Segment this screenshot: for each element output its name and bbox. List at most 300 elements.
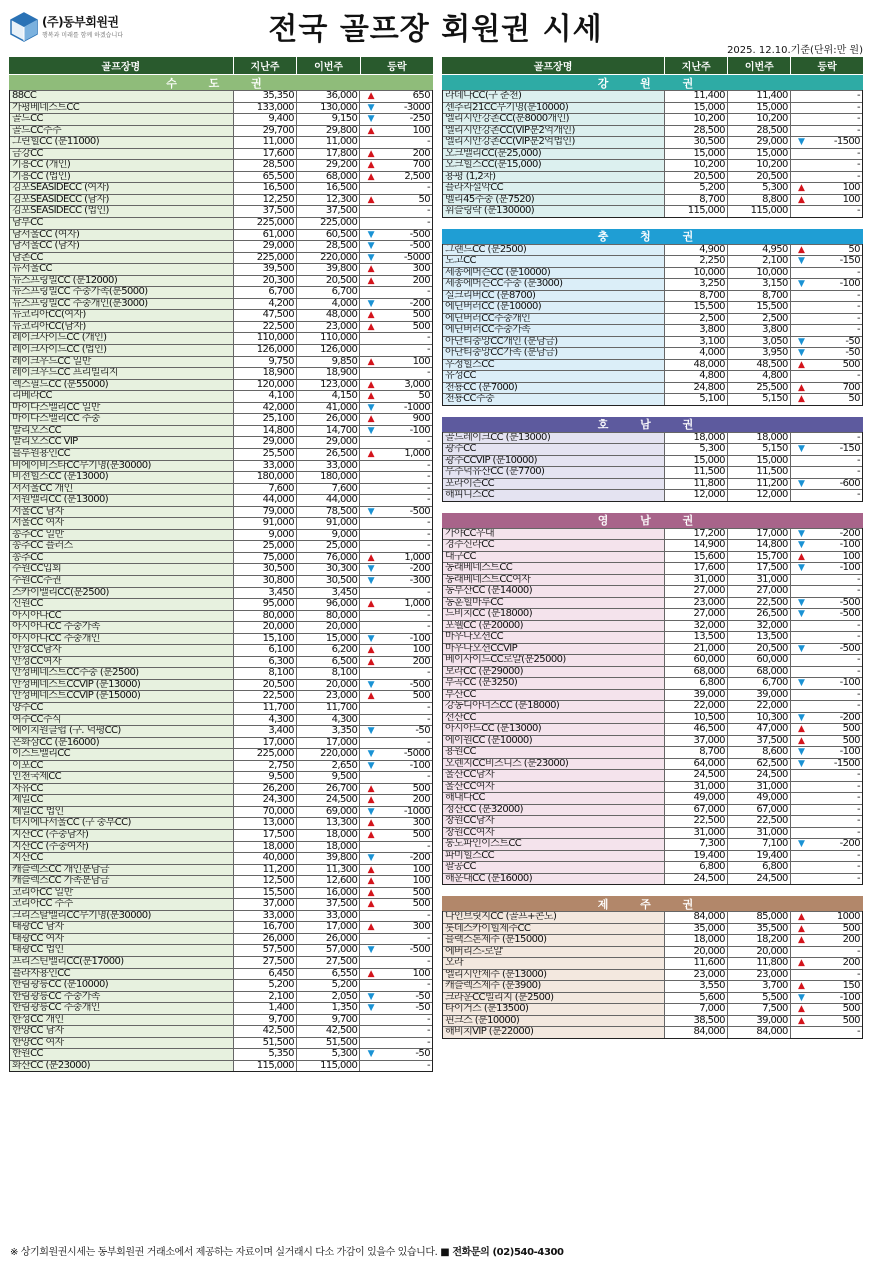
- course-name: 에딘버러CC (분10000): [443, 302, 665, 313]
- down-triangle-icon: ▼: [360, 726, 381, 737]
- price-change: 3,000: [381, 380, 432, 391]
- down-triangle-icon: ▼: [360, 576, 381, 587]
- header-chg: 등락: [387, 62, 407, 73]
- footer-note: ※ 상기회원권시세는 동부회원권 거래소에서 제공하는 자료이며 실거래시 다소 가감이 있을수 있습니다.: [10, 1247, 438, 1258]
- price-change: 2,500: [381, 172, 432, 183]
- cur-price: 7,600: [297, 484, 360, 495]
- cur-price: 5,150: [728, 394, 791, 405]
- prev-price: 10,200: [665, 160, 728, 171]
- price-change: -: [381, 541, 432, 552]
- course-name: 동래베네스트CC: [443, 563, 665, 574]
- cur-price: 37,500: [297, 899, 360, 910]
- table-row: [10, 298, 432, 310]
- no-change-cell: [360, 772, 381, 783]
- course-name: 캐슬렉스제주 (분3900): [443, 981, 665, 992]
- table-row: [10, 171, 432, 183]
- price-change: 500: [381, 691, 432, 702]
- prev-price: 65,500: [234, 172, 297, 183]
- prev-price: 37,000: [234, 899, 297, 910]
- no-change-cell: [791, 621, 812, 632]
- table-row: [443, 159, 862, 171]
- table-row: [10, 575, 432, 587]
- table-row: [10, 182, 432, 194]
- prev-price: 5,200: [234, 980, 297, 991]
- course-name: 아시아나CC 주중가족: [10, 622, 234, 633]
- price-change: -: [381, 345, 432, 356]
- prev-price: 9,700: [234, 1015, 297, 1026]
- down-triangle-icon: ▼: [791, 337, 812, 348]
- course-name: 블루원용인CC: [10, 449, 234, 460]
- price-change: 100: [381, 357, 432, 368]
- prev-price: 5,350: [234, 1049, 297, 1060]
- course-name: 자유CC: [10, 784, 234, 795]
- prev-price: 26,200: [234, 784, 297, 795]
- prev-price: 79,000: [234, 507, 297, 518]
- table-row: [10, 113, 432, 125]
- prev-price: 18,000: [234, 842, 297, 853]
- cur-price: 29,000: [728, 137, 791, 148]
- cur-price: 17,000: [297, 738, 360, 749]
- course-name: 실크리버CC (분8700): [443, 291, 665, 302]
- course-name: 안성베네스트CC주중 (분2500): [10, 668, 234, 679]
- cur-price: 4,150: [297, 391, 360, 402]
- price-change: 200: [381, 149, 432, 160]
- prev-price: 4,200: [234, 299, 297, 310]
- prev-price: 22,500: [665, 816, 728, 827]
- cur-price: 4,950: [728, 245, 791, 256]
- price-change: 500: [381, 830, 432, 841]
- price-change: 1000: [812, 912, 862, 923]
- no-change-cell: [791, 701, 812, 712]
- section-gap: [442, 406, 863, 416]
- cur-price: 26,500: [297, 449, 360, 460]
- table-row: [10, 760, 432, 772]
- table-header-left: [9, 57, 433, 74]
- cur-price: 12,300: [297, 195, 360, 206]
- no-change-cell: [791, 126, 812, 137]
- table-row: [443, 574, 862, 586]
- price-change: -: [381, 484, 432, 495]
- price-change: -50: [381, 1049, 432, 1060]
- prev-price: 25,000: [234, 541, 297, 552]
- course-name: 천룡CC주중: [443, 394, 665, 405]
- price-change: -200: [381, 853, 432, 864]
- no-change-cell: [791, 114, 812, 125]
- cur-price: 2,500: [728, 314, 791, 325]
- cur-price: 7,500: [728, 1004, 791, 1015]
- no-change-cell: [360, 588, 381, 599]
- prev-price: 28,500: [665, 126, 728, 137]
- prev-price: 12,000: [665, 490, 728, 501]
- no-change-cell: [791, 947, 812, 958]
- course-name: 광주CCVIP (분10000): [443, 456, 665, 467]
- price-change: -: [381, 437, 432, 448]
- region-section-jeju: [442, 895, 863, 1039]
- table-row: [10, 933, 432, 945]
- table-row: [443, 171, 862, 183]
- course-name: 벨리45주중 (분7520): [443, 195, 665, 206]
- course-name: 프리스틴밸리CC(분17000): [10, 957, 234, 968]
- course-name: 기흥CC (법인): [10, 172, 234, 183]
- prev-price: 7,300: [665, 839, 728, 850]
- table-row: [10, 102, 432, 114]
- region-header: 충 청 권: [442, 228, 863, 244]
- no-change-cell: [791, 490, 812, 501]
- table-row: [10, 148, 432, 160]
- course-name: 용원CC: [443, 747, 665, 758]
- prev-price: 9,400: [234, 114, 297, 125]
- cur-price: 39,800: [297, 264, 360, 275]
- up-triangle-icon: ▲: [360, 830, 381, 841]
- footer-phone: ■ 전화문의 (02)540-4300: [440, 1247, 564, 1258]
- cur-price: 17,000: [728, 529, 791, 540]
- cur-price: 44,000: [297, 495, 360, 506]
- header-cur: 이번주: [297, 57, 361, 74]
- table-row: [10, 817, 432, 829]
- price-change: -: [812, 862, 862, 873]
- cur-price: 3,350: [297, 726, 360, 737]
- no-change-cell: [360, 518, 381, 529]
- prev-price: 22,500: [234, 322, 297, 333]
- header-name: 골프장명: [9, 57, 234, 74]
- prev-price: 42,000: [234, 403, 297, 414]
- table-row: [443, 455, 862, 467]
- table-row: [443, 923, 862, 935]
- cur-price: 5,300: [297, 1049, 360, 1060]
- prev-price: 17,200: [665, 529, 728, 540]
- prev-price: 6,450: [234, 969, 297, 980]
- table-row: [443, 478, 862, 490]
- price-change: 100: [381, 876, 432, 887]
- table-row: [10, 864, 432, 876]
- prev-price: 48,000: [665, 360, 728, 371]
- up-triangle-icon: ▲: [360, 645, 381, 656]
- table-row: [443, 148, 862, 160]
- cur-price: 33,000: [297, 911, 360, 922]
- price-change: -50: [381, 1003, 432, 1014]
- prev-price: 84,000: [665, 912, 728, 923]
- price-change: -: [381, 218, 432, 229]
- table-row: [443, 911, 862, 923]
- up-triangle-icon: ▲: [791, 1016, 812, 1027]
- cur-price: 20,000: [297, 680, 360, 691]
- course-name: 블랙스톤제주 (분15000): [443, 935, 665, 946]
- prev-price: 11,600: [665, 958, 728, 969]
- prev-price: 27,000: [665, 609, 728, 620]
- price-change: 500: [812, 724, 862, 735]
- up-triangle-icon: ▲: [360, 126, 381, 137]
- no-change-cell: [360, 715, 381, 726]
- down-triangle-icon: ▼: [791, 644, 812, 655]
- up-triangle-icon: ▲: [360, 899, 381, 910]
- price-change: -: [812, 103, 862, 114]
- table-row: [10, 725, 432, 737]
- cur-price: 9,850: [297, 357, 360, 368]
- price-change: -: [812, 291, 862, 302]
- up-triangle-icon: ▲: [360, 888, 381, 899]
- course-name: 기흥CC (개인): [10, 160, 234, 171]
- cur-price: 130,000: [297, 103, 360, 114]
- up-triangle-icon: ▲: [360, 310, 381, 321]
- cur-price: 14,800: [728, 540, 791, 551]
- section-gap: [442, 218, 863, 228]
- price-change: -: [812, 172, 862, 183]
- cur-price: 25,500: [728, 383, 791, 394]
- course-name: 골드레이크CC (분13000): [443, 433, 665, 444]
- cur-price: 28,500: [297, 241, 360, 252]
- course-name: 지산CC (주중여자): [10, 842, 234, 853]
- table-row: [10, 402, 432, 414]
- cur-price: 3,800: [728, 325, 791, 336]
- logo-slogan: 행복과 미래를 함께 하겠습니다: [42, 32, 124, 39]
- down-triangle-icon: ▼: [791, 279, 812, 290]
- prev-price: 4,000: [665, 348, 728, 359]
- price-change: -50: [381, 726, 432, 737]
- price-change: -: [381, 980, 432, 991]
- cur-price: 6,550: [297, 969, 360, 980]
- table-row: [443, 873, 862, 885]
- table-row: [10, 968, 432, 980]
- prev-price: 23,000: [665, 970, 728, 981]
- course-name: 코리아CC 주주: [10, 899, 234, 910]
- cur-price: 30,300: [297, 564, 360, 575]
- table-row: [443, 735, 862, 747]
- price-change: -1500: [812, 759, 862, 770]
- table-row: [443, 758, 862, 770]
- price-change: -: [812, 314, 862, 325]
- price-change: -150: [812, 256, 862, 267]
- down-triangle-icon: ▼: [360, 426, 381, 437]
- prev-price: 3,800: [665, 325, 728, 336]
- prev-price: 15,000: [665, 456, 728, 467]
- course-name: 서울CC 남자: [10, 507, 234, 518]
- price-change: -: [381, 842, 432, 853]
- no-change-cell: [791, 103, 812, 114]
- table-row: [443, 125, 862, 137]
- prev-price: 8,700: [665, 195, 728, 206]
- price-change: 100: [381, 865, 432, 876]
- price-change: -: [381, 772, 432, 783]
- region-rows: [9, 90, 433, 1072]
- no-change-cell: [791, 816, 812, 827]
- prev-price: 7,600: [234, 484, 297, 495]
- cur-price: 37,500: [728, 736, 791, 747]
- up-triangle-icon: ▲: [360, 357, 381, 368]
- table-row: [10, 332, 432, 344]
- cur-price: 49,000: [728, 793, 791, 804]
- table-row: [10, 587, 432, 599]
- price-change: 100: [812, 183, 862, 194]
- table-row: [443, 712, 862, 724]
- no-change-cell: [791, 970, 812, 981]
- course-name: 김포SEASIDECC (여자): [10, 183, 234, 194]
- cur-price: 27,500: [297, 957, 360, 968]
- cur-price: 6,500: [297, 657, 360, 668]
- price-change: -100: [812, 747, 862, 758]
- price-change: 100: [812, 195, 862, 206]
- course-name: 코리아CC 일반: [10, 888, 234, 899]
- prev-price: 16,700: [234, 922, 297, 933]
- prev-price: 6,700: [234, 287, 297, 298]
- course-name: 서원밸리CC (분13000): [10, 495, 234, 506]
- price-change: -100: [381, 761, 432, 772]
- table-row: [10, 852, 432, 864]
- price-change: -: [381, 911, 432, 922]
- course-name: 지산CC (주중남자): [10, 830, 234, 841]
- cur-price: 62,500: [728, 759, 791, 770]
- table-row: [10, 898, 432, 910]
- prev-price: 21,000: [665, 644, 728, 655]
- price-change: -: [812, 325, 862, 336]
- table-row: [10, 633, 432, 645]
- table-row: [443, 620, 862, 632]
- no-change-cell: [791, 586, 812, 597]
- table-row: [443, 359, 862, 371]
- no-change-cell: [360, 911, 381, 922]
- price-change: -100: [381, 426, 432, 437]
- table-row: [10, 90, 432, 102]
- course-name: 플라자설악CC: [443, 183, 665, 194]
- prev-price: 4,900: [665, 245, 728, 256]
- price-change: -250: [381, 114, 432, 125]
- course-name: 아난티중앙CC개인 (분담금): [443, 337, 665, 348]
- price-change: -: [381, 1015, 432, 1026]
- price-change: -: [381, 183, 432, 194]
- price-change: -: [812, 1027, 862, 1038]
- prev-price: 28,500: [234, 160, 297, 171]
- table-row: [443, 677, 862, 689]
- price-change: -500: [381, 230, 432, 241]
- prev-price: 61,000: [234, 230, 297, 241]
- price-change: -500: [381, 945, 432, 956]
- cur-price: 10,000: [728, 268, 791, 279]
- price-change: -: [812, 467, 862, 478]
- course-name: 인천국제CC: [10, 772, 234, 783]
- course-name: 송추CC: [10, 553, 234, 564]
- prev-price: 22,000: [665, 701, 728, 712]
- table-row: [443, 631, 862, 643]
- table-row: [10, 921, 432, 933]
- course-name: 동훈힐마루CC: [443, 598, 665, 609]
- cur-price: 17,800: [297, 149, 360, 160]
- table-row: [10, 263, 432, 275]
- prev-price: 15,600: [665, 552, 728, 563]
- cur-price: 2,100: [728, 256, 791, 267]
- down-triangle-icon: ▼: [360, 253, 381, 264]
- table-row: [443, 585, 862, 597]
- up-triangle-icon: ▲: [360, 172, 381, 183]
- prev-price: 20,300: [234, 276, 297, 287]
- price-change: 500: [812, 736, 862, 747]
- table-row: [10, 506, 432, 518]
- course-name: 아시아드CC (분13000): [443, 724, 665, 735]
- prev-price: 25,500: [234, 449, 297, 460]
- table-row: [10, 436, 432, 448]
- no-change-cell: [791, 314, 812, 325]
- cur-price: 31,000: [728, 828, 791, 839]
- cur-price: 85,000: [728, 912, 791, 923]
- table-row: [10, 783, 432, 795]
- course-name: 화산CC (분23000): [10, 1061, 234, 1072]
- price-change: -150: [812, 444, 862, 455]
- table-row: [443, 205, 862, 217]
- price-change: 50: [381, 195, 432, 206]
- cur-price: 220,000: [297, 749, 360, 760]
- table-row: [443, 850, 862, 862]
- table-row: [443, 102, 862, 114]
- no-change-cell: [360, 703, 381, 714]
- course-name: 나인브릿지CC (골프+콘도): [443, 912, 665, 923]
- cur-price: 4,300: [297, 715, 360, 726]
- prev-price: 12,250: [234, 195, 297, 206]
- prev-price: 19,400: [665, 851, 728, 862]
- down-triangle-icon: ▼: [791, 678, 812, 689]
- course-name: 남서울CC (남자): [10, 241, 234, 252]
- course-name: 레이크사이드CC (개인): [10, 333, 234, 344]
- course-name: 엘리시안강촌CC(VIP분2억법인): [443, 137, 665, 148]
- price-change: -600: [812, 479, 862, 490]
- price-change: -: [381, 588, 432, 599]
- down-triangle-icon: ▼: [791, 563, 812, 574]
- table-row: [10, 702, 432, 714]
- down-triangle-icon: ▼: [360, 853, 381, 864]
- course-name: 대구CC: [443, 552, 665, 563]
- region-rows: [442, 432, 863, 502]
- price-change: -: [812, 91, 862, 102]
- price-change: -500: [812, 609, 862, 620]
- table-row: [443, 244, 862, 256]
- course-name: 동부산CC (분14000): [443, 586, 665, 597]
- cur-price: 24,500: [297, 795, 360, 806]
- price-change: -: [812, 816, 862, 827]
- prev-price: 57,500: [234, 945, 297, 956]
- cur-price: 110,000: [297, 333, 360, 344]
- price-change: 500: [812, 1016, 862, 1027]
- up-triangle-icon: ▲: [360, 553, 381, 564]
- course-name: 지산CC: [10, 853, 234, 864]
- cur-price: 123,000: [297, 380, 360, 391]
- price-change: 1,000: [381, 449, 432, 460]
- price-change: -200: [812, 713, 862, 724]
- down-triangle-icon: ▼: [791, 759, 812, 770]
- course-name: 뉴스프링빌CC (분12000): [10, 276, 234, 287]
- prev-price: 33,000: [234, 911, 297, 922]
- price-change: -: [381, 495, 432, 506]
- cur-price: 8,100: [297, 668, 360, 679]
- prev-price: 7,000: [665, 1004, 728, 1015]
- prev-price: 15,100: [234, 634, 297, 645]
- price-change: -: [812, 160, 862, 171]
- table-row: [10, 841, 432, 853]
- course-name: 안성베네스트CCVIP (분15000): [10, 691, 234, 702]
- price-change: -1500: [812, 137, 862, 148]
- price-change: -: [812, 874, 862, 885]
- prev-price: 30,500: [665, 137, 728, 148]
- cur-price: 3,700: [728, 981, 791, 992]
- prev-price: 33,000: [234, 461, 297, 472]
- price-change: -: [812, 149, 862, 160]
- price-change: -: [812, 433, 862, 444]
- up-triangle-icon: ▲: [360, 865, 381, 876]
- prev-price: 10,500: [665, 713, 728, 724]
- no-change-cell: [360, 957, 381, 968]
- cur-price: 69,000: [297, 807, 360, 818]
- prev-price: 31,000: [665, 828, 728, 839]
- table-row: [10, 621, 432, 633]
- up-triangle-icon: ▲: [791, 1004, 812, 1015]
- price-change: -: [381, 1061, 432, 1072]
- table-row: [443, 278, 862, 290]
